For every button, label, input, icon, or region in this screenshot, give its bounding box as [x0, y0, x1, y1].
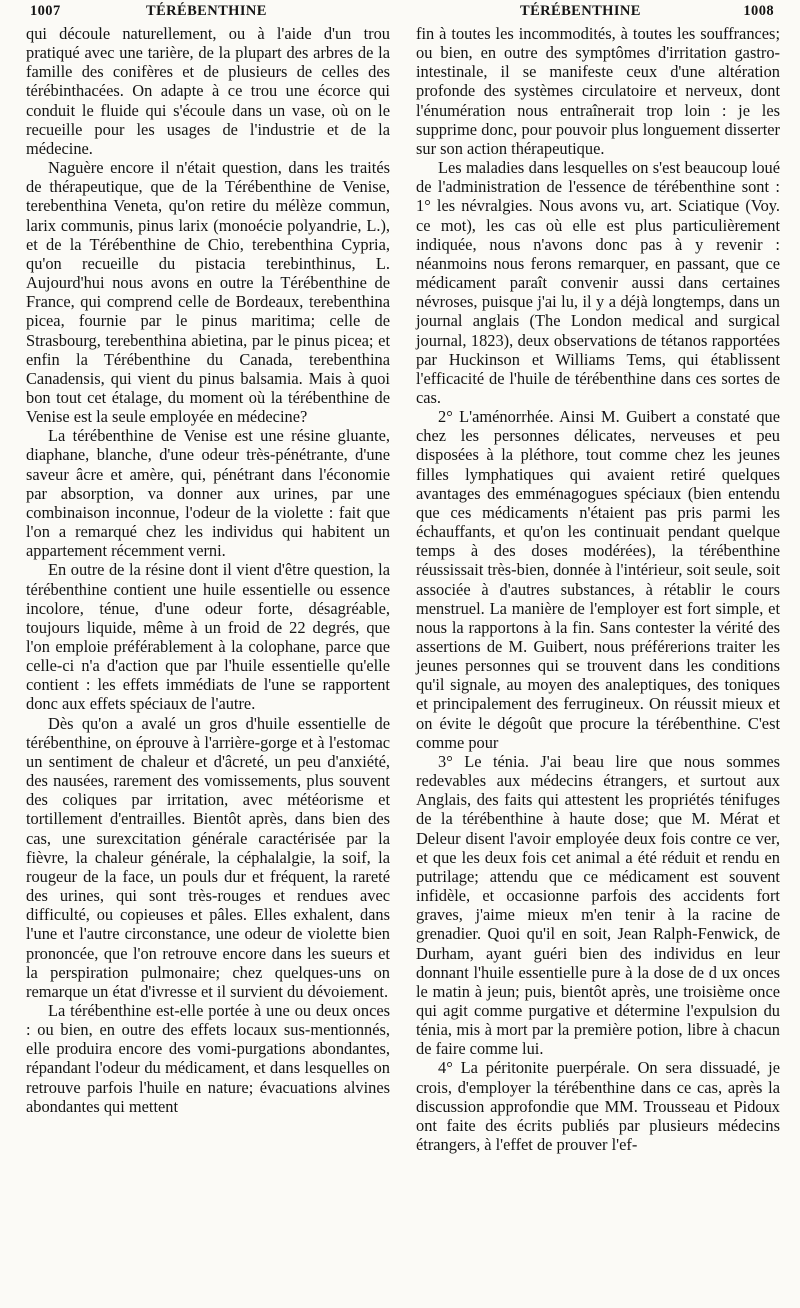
running-title-left: TÉRÉBENTHINE — [146, 3, 267, 19]
paragraph: fin à toutes les incommodités, à toutes les souffrances; ou bien, en outre des symptômes d'irritation gastro-intestinale, il se manifeste ceux d'une altération profonde des systèmes circulatoire et nerveux, dont l'énumération nous entraînerait trop loin : je les supprime donc, pour pouvoir plus longuement disserter sur son action thérapeutique. — [416, 24, 780, 158]
page-number-right: 1008 — [743, 3, 774, 19]
right-column — [416, 24, 780, 1154]
paragraph: 2° L'aménorrhée. Ainsi M. Guibert a constaté que chez les personnes délicates, nerveuses et peu disposées à la pléthore, tout comme chez les jeunes filles lymphatiques qui avaient retiré quelques avantages des emménagogues spéciaux (bien entendu que ces médicaments n'étaient pas pris parmi les échauffants, et qu'on les continuait pendant quelque temps à des doses modérées), la térébenthine réussissait très-bien, donnée à l'intérieur, soit seule, soit associée à d'autres substances, à rétablir le cours menstruel. La manière de l'employer est fort simple, et nous la rapportons à la fin. Sans contester la vérité des assertions de M. Guibert, nous préférerions traiter les jeunes personnes qui se trouvent dans les conditions qu'il signale, au moyen des analeptiques, des toniques et principalement des ferrugineux. On réussit mieux et on évite le dégoût que procure la térébenthine. C'est comme pour — [416, 407, 780, 752]
paragraph: Naguère encore il n'était question, dans les traités de thérapeutique, que de la Térébenthine de Venise, terebenthina Veneta, qu'on retire du mélèze commun, larix communis, pinus larix (monoécie polyandrie, L.), et de la Térébenthine de Chio, terebenthina Cypria, qu'on recueille du pistacia terebinthinus, L. Aujourd'hui nous avons en outre la Térébenthine de France, qui comprend celle de Bordeaux, terebenthina picea, fournie par le pinus maritima; celle de Strasbourg, terebenthina abietina, par le pinus picea; et enfin la Térébenthine du Canada, terebenthina Canadensis, qui vient du pinus balsamia. Mais à quoi bon tout cet étalage, du moment où la térébenthine de Venise est la seule employée en médecine? — [26, 158, 390, 427]
paragraph: qui découle naturellement, ou à l'aide d'un trou pratiqué avec une tarière, de la plupart des arbres de la famille des conifères et de plusieurs de celles des térébinthacées. On adapte à ce trou une écorce qui conduit le fluide qui s'écoule dans un vase, où on le recueille pour les usages de l'industrie et de la médecine. — [26, 24, 390, 158]
paragraph: En outre de la résine dont il vient d'être question, la térébenthine contient une huile essentielle ou essence incolore, ténue, d'une odeur forte, désagréable, toujours liquide, même à un froid de 22 degrés, que l'on emploie préférablement à la colophane, parce que celle-ci n'a d'action que par l'huile essentielle qu'elle contient : les effets immédiats de l'une se rapportent donc aux effets spéciaux de l'autre. — [26, 560, 390, 714]
paragraph: Dès qu'on a avalé un gros d'huile essentielle de térébenthine, on éprouve à l'arrière-gorge et à l'estomac un sentiment de chaleur et d'âcreté, un peu d'anxiété, des nausées, rarement des vomissements, plus souvent des coliques par irritation, avec météorisme et tortillement d'entrailles. Bientôt après, dans bien des cas, une surexcitation générale caractérisée par la fièvre, la chaleur générale, la céphalalgie, la soif, la rougeur de la face, un pouls dur et fréquent, la rareté des urines, qui sont très-rouges et rendues avec difficulté, ou copieuses et pâles. Elles exhalent, dans l'une et l'autre circonstance, une odeur de violette bien prononcée, que l'on retrouve encore dans les sueurs et la perspiration pulmonaire; chez quelques-uns on remarque un état d'ivresse et il survient du dévoiement. — [26, 713, 390, 1001]
paragraph: 3° Le ténia. J'ai beau lire que nous sommes redevables aux médecins étrangers, et surtout aux Anglais, des faits qui attestent les propriétés ténifuges de la térébenthine à haute dose; que M. Mérat et Deleur disent l'avoir employée deux fois contre ce ver, et que les deux fois cet animal a été réduit et rendu en putrilage; attendu que ce médicament est souvent infidèle, et occasionne parfois des accidents fort graves, j'aime mieux m'en tenir à la racine de grenadier. Quoi qu'il en soit, Jean Ralph-Fenwick, de Durham, ayant guéri bien des individus en leur donnant l'huile essentielle pure à la dose de d ux onces le matin à jeun; puis, bientôt après, une troisième once qui agit comme purgative et détermine l'expulsion du ténia, mis à mort par la première potion, libre à chacun de faire comme lui. — [416, 751, 780, 1059]
running-header — [30, 0, 774, 22]
paragraph: Les maladies dans lesquelles on s'est beaucoup loué de l'administration de l'essence de térébenthine sont : 1° les névralgies. Nous avons vu, art. Sciatique (Voy. ce mot), les cas où elle est plus particulièrement indiquée, nous n'avons donc pas à y revenir : néanmoins nous ferons remarquer, en passant, que ce médicament paraît convenir aussi dans certaines névroses, puisque j'ai lu, il y a déjà longtemps, dans un journal anglais (The London medical and surgical journal, 1823), deux observations de tétanos rapportées par Huckinson et Williams Tems, qui établissent l'efficacité de l'huile de térébenthine dans ces sortes de cas. — [416, 158, 780, 407]
running-title-right: TÉRÉBENTHINE — [520, 3, 641, 19]
page-number-left: 1007 — [30, 3, 61, 19]
left-column — [26, 24, 390, 1116]
paragraph: La térébenthine est-elle portée à une ou deux onces : ou bien, en outre des effets locaux sus-mentionnés, elle produira encore des vomi-purgations abondantes, répandant l'odeur du médicament, et dans lesquelles on retrouve parfois l'huile en nature; évacuations alvines abondantes qui mettent — [26, 1000, 390, 1116]
paragraph: 4° La péritonite puerpérale. On sera dissuadé, je crois, d'employer la térébenthine dans ce cas, après la discussion approfondie que MM. Trousseau et Pidoux ont faite des écrits publiés par plusieurs médecins étrangers, à l'effet de prouver l'ef- — [416, 1058, 780, 1155]
paragraph: La térébenthine de Venise est une résine gluante, diaphane, blanche, d'une odeur très-pénétrante, d'une saveur âcre et amère, qui, pénétrant dans l'économie par absorption, va donner aux urines, par une combinaison inconnue, l'odeur de la violette : fait que l'on a remarqué chez les individus qui habitent un appartement récemment verni. — [26, 426, 390, 561]
